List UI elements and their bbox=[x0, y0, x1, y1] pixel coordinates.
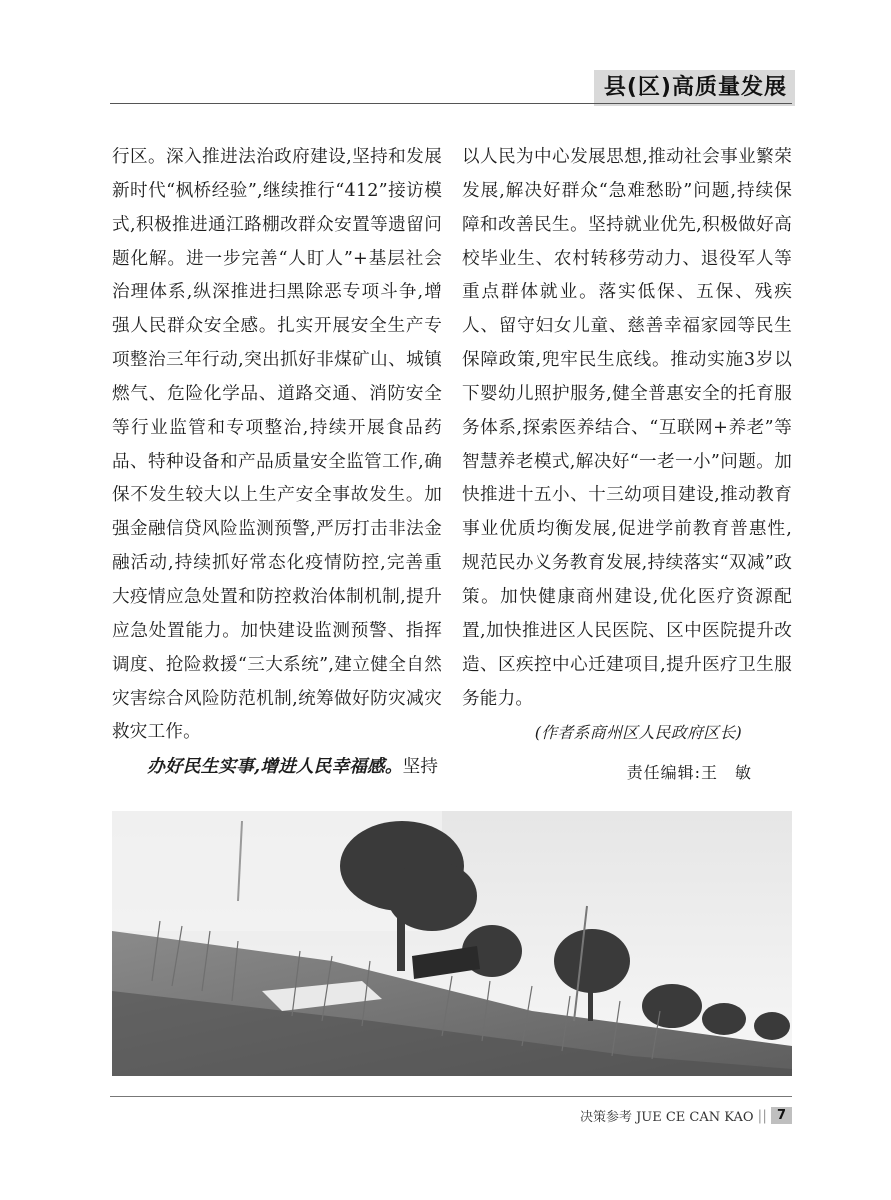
left-paragraph-1: 行区。深入推进法治政府建设,坚持和发展新时代“枫桥经验”,继续推行“412”接访模式,积极推进通江路棚改群众安置等遗留问题化解。进一步完善“人盯人”+基层社会治理体系,纵深推进扫黑除恶专项斗争,增强人民群众安全感。扎实开展安全生产专项整治三年行动,突出抓好非煤矿山、城镇燃气、危险化学品、道路交通、消防安全等行业监管和专项整治,持续开展食品药品、特种设备和产品质量安全监管工作,确保不发生较大以上生产安全事故发生。加强金融信贷风险监测预警,严厉打击非法金融活动,持续抓好常态化疫情防控,完善重大疫情应急处置和防控救治体制机制,提升应急处置能力。加快建设监测预警、指挥调度、抢险救援“三大系统”,建立健全自然灾害综合风险防范机制,统筹做好防灾减灾救灾工作。 bbox=[112, 147, 442, 743]
page-footer bbox=[580, 1106, 792, 1125]
author-byline: (作者系商州区人民政府区长) bbox=[534, 723, 742, 743]
footer-separator: || bbox=[757, 1107, 767, 1124]
page-number: 7 bbox=[771, 1107, 792, 1124]
paragraph-lead-text: 坚持 bbox=[402, 757, 439, 778]
journal-name: 决策参考 JUE CE CAN KAO bbox=[579, 1110, 754, 1125]
section-title: 县(区)高质量发展 bbox=[594, 70, 795, 106]
paragraph-lead-heading: 办好民生实事,增进人民幸福感。 bbox=[147, 756, 403, 778]
responsible-editor: 责任编辑:王 敏 bbox=[626, 763, 752, 783]
right-paragraph-1: 以人民为中心发展思想,推动社会事业繁荣发展,解决好群众“急难愁盼”问题,持续保障和改善民生。坚持就业优先,积极做好高校毕业生、农村转移劳动力、退役军人等重点群体就业。落实低保、五保、残疾人、留守妇女儿童、慈善幸福家园等民生保障政策,兜牢民生底线。推动实施3岁以下婴幼儿照护服务,健全普惠安全的托育服务体系,探索医养结合、“互联网+养老”等智慧养老模式,解决好“一老一小”问题。加快推进十五小、十三幼项目建设,推动教育事业优质均衡发展,促进学前教育普惠性,规范民办义务教育发展,持续落实“双减”政策。加快健康商州建设,优化医疗资源配置,加快推进区人民医院、区中医院提升改造、区疾控中心迁建项目,提升医疗卫生服务能力。 bbox=[462, 147, 792, 709]
left-paragraph-2 bbox=[112, 750, 442, 785]
right-column bbox=[462, 141, 792, 790]
left-column bbox=[112, 141, 442, 785]
footer-divider bbox=[110, 1096, 792, 1097]
landscape-photo bbox=[112, 811, 792, 1076]
landscape-photo-drawing bbox=[112, 811, 792, 1076]
header-divider bbox=[110, 103, 792, 104]
